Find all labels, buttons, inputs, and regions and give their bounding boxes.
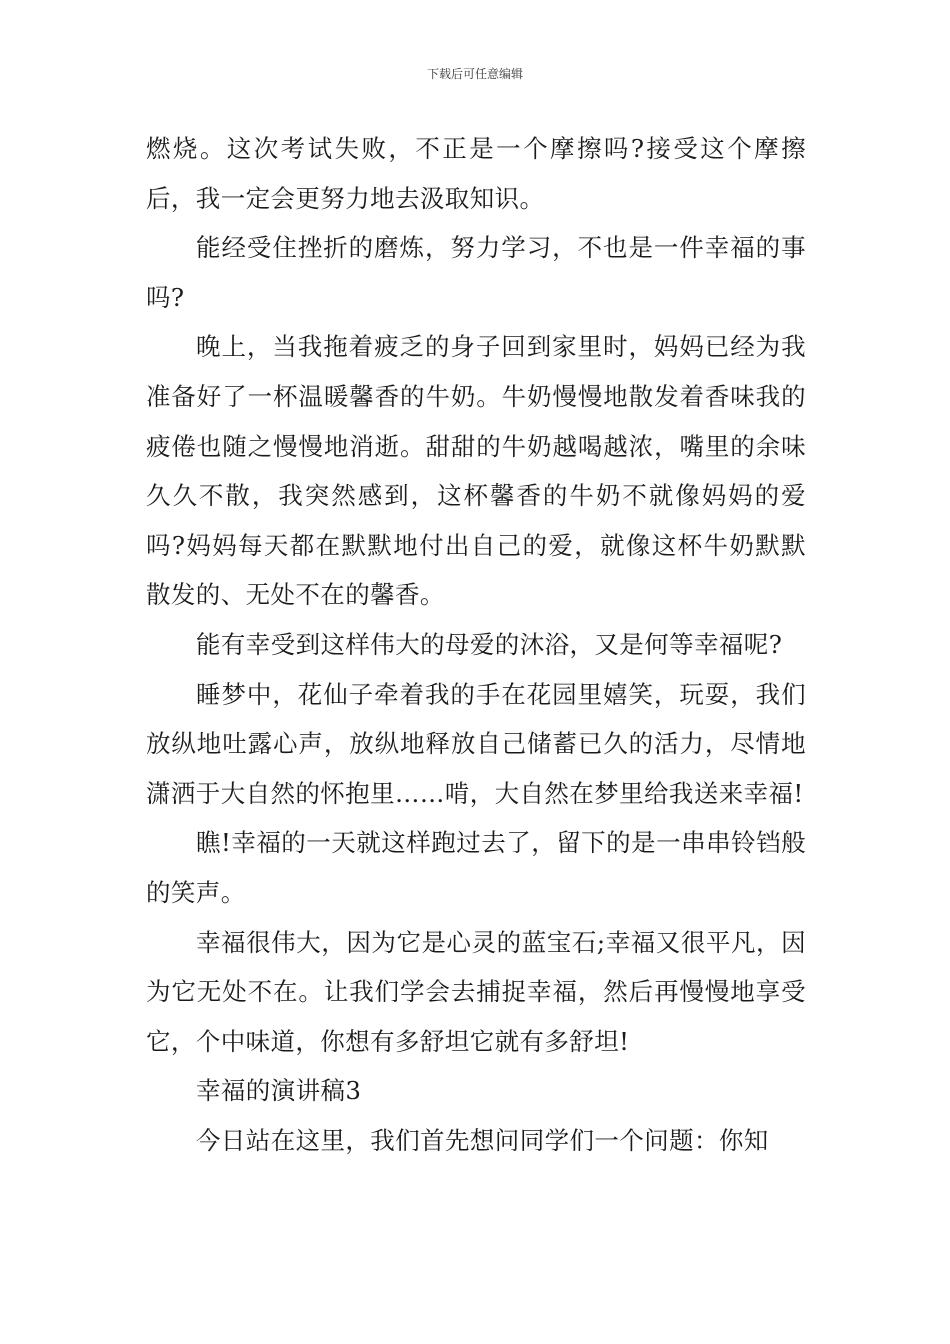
paragraph: 能经受住挫折的磨炼，努力学习，不也是一件幸福的事吗? (146, 233, 806, 312)
document-body (146, 124, 806, 1165)
paragraph: 瞧!幸福的一天就这样跑过去了，留下的是一串串铃铛般的笑声。 (146, 828, 806, 907)
section-heading: 幸福的演讲稿3 (196, 1076, 362, 1106)
paragraph: 燃烧。这次考试失败，不正是一个摩擦吗?接受这个摩擦后，我一定会更努力地去汲取知识。 (146, 134, 806, 213)
paragraph: 幸福很伟大，因为它是心灵的蓝宝石;幸福又很平凡，因为它无处不在。让我们学会去捕捉幸福，然后再慢慢地享受它，个中味道，你想有多舒坦它就有多舒坦! (146, 927, 806, 1056)
paragraph: 能有幸受到这样伟大的母爱的沐浴，又是何等幸福呢? (196, 629, 783, 659)
paragraph: 晚上，当我拖着疲乏的身子回到家里时，妈妈已经为我准备好了一杯温暖馨香的牛奶。牛奶慢慢地散发着香味我的疲倦也随之慢慢地消逝。甜甜的牛奶越喝越浓，嘴里的余味久久不散，我突然感到，这杯馨香的牛奶不就像妈妈的爱吗?妈妈每天都在默默地付出自己的爱，就像这杯牛奶默默散发的、无处不在的馨香。 (146, 332, 806, 610)
paragraph: 睡梦中，花仙子牵着我的手在花园里嬉笑，玩耍，我们放纵地吐露心声，放纵地释放自己储蓄已久的活力，尽情地潇洒于大自然的怀抱里……啃，大自然在梦里给我送来幸福! (146, 679, 806, 808)
page-header: 下载后可任意编辑 (426, 67, 523, 81)
paragraph: 今日站在这里，我们首先想问同学们一个问题：你知 (196, 1125, 769, 1155)
